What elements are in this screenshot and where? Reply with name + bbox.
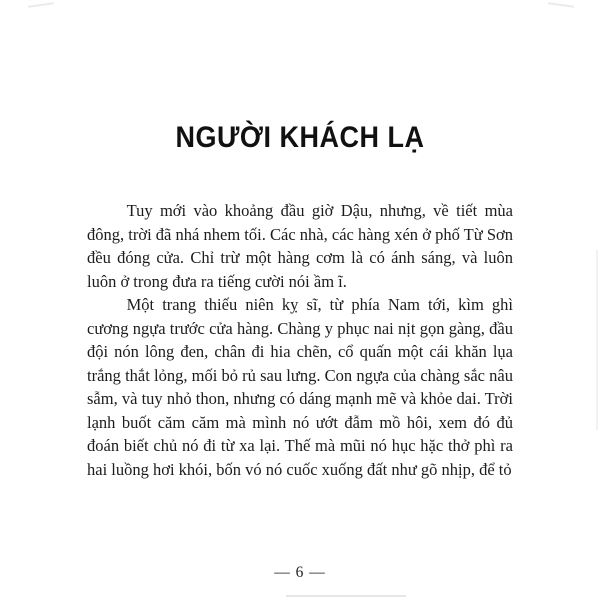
page-edge-artifact <box>596 250 598 430</box>
paragraph-2: Một trang thiếu niên kỵ sĩ, từ phía Nam tới, kìm ghì cương ngựa trước cửa hàng. Chàng y phục nai nịt gọn gàng, đầu đội nón lông đen, chân đi hia chẽn, cổ quấn một cái khăn lụa trắng thắt lỏng, mối bỏ rủ sau lưng. Con ngựa của chàng sắc nâu sẫm, và tuy nhỏ thon, nhưng có dáng mạnh mẽ và khỏe dai. Trời lạnh buốt căm căm mà mình nó ướt đẫm mồ hôi, xem đó đủ đoán biết chủ nó đi từ xa lại. Thế mà mũi nó hục hặc thở phì ra hai luồng hơi khói, bốn vó nó cuốc xuống đất như gõ nhịp, để tỏ <box>87 295 513 479</box>
chapter-title: NGƯỜI KHÁCH LẠ <box>175 120 425 154</box>
paragraph-1: Tuy mới vào khoảng đầu giờ Dậu, nhưng, về tiết mùa đông, trời đã nhá nhem tối. Các nhà, các hàng xén ở phố Từ Sơn đều đóng cửa. Chỉ trừ một hàng cơm là có ánh sáng, và luôn luôn ở trong đưa ra tiếng cười nói ầm ĩ. <box>87 201 513 291</box>
body-text <box>0 199 600 481</box>
page-number: — 6 — <box>274 564 326 581</box>
page-edge-artifact <box>286 595 406 597</box>
